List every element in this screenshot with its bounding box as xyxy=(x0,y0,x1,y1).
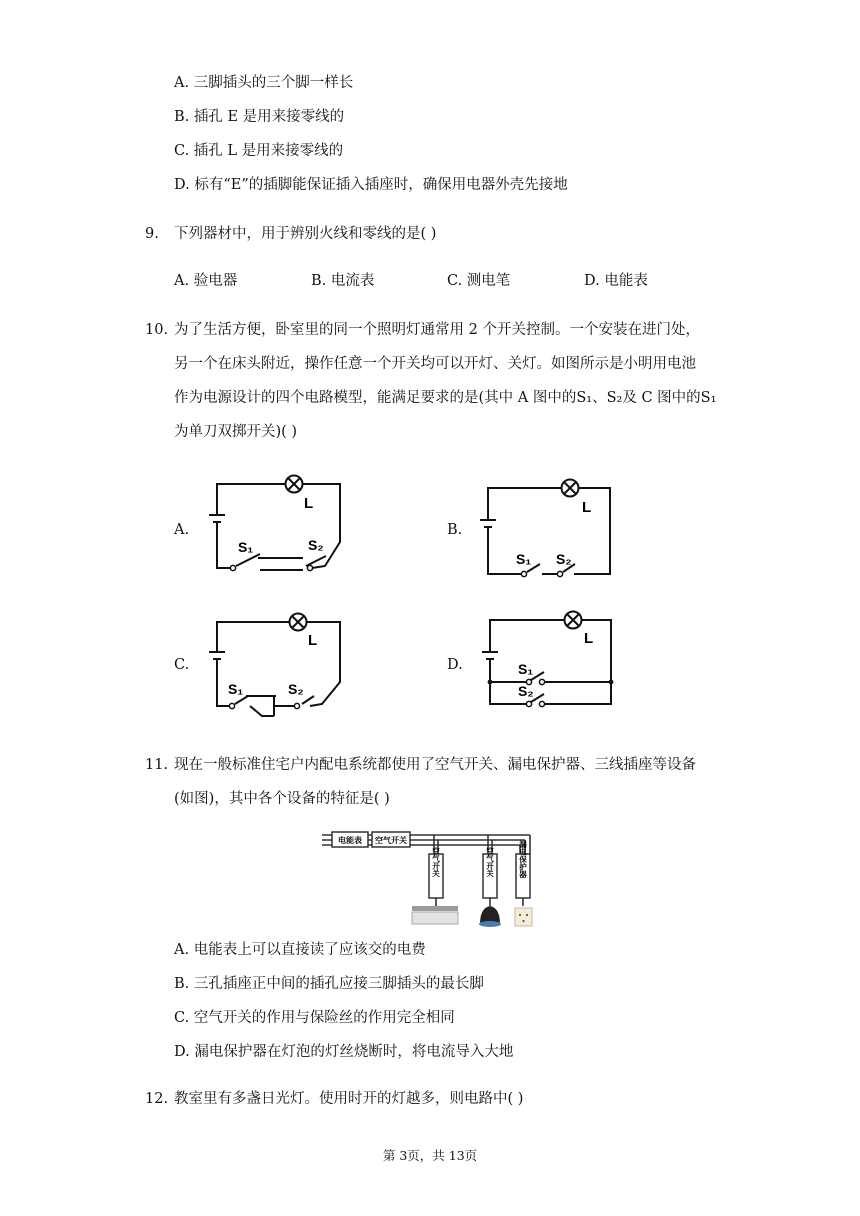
circuit-b-s1-label: S₁ xyxy=(516,551,532,567)
q8-option-c: C. 插孔 L 是用来接零线的 xyxy=(174,143,344,159)
q11-option-c: C. 空气开关的作用与保险丝的作用完全相同 xyxy=(174,1010,455,1026)
page-footer: 第 3页，共 13页 xyxy=(382,1148,478,1163)
circuit-a xyxy=(200,470,350,580)
circuit-c-s1-label: S₁ xyxy=(228,681,244,697)
q12-text: 教室里有多盏日光灯。使用时开的灯越多，则电路中( ) xyxy=(174,1091,524,1107)
meter-box-label: 电能表 xyxy=(338,836,362,845)
q10-option-a-label: A. xyxy=(174,522,190,538)
distribution-figure xyxy=(320,826,542,930)
main-switch-box-label: 空气开关 xyxy=(375,836,407,845)
circuit-a-lamp-label: L xyxy=(304,495,314,512)
circuit-b-s2-label: S₂ xyxy=(556,551,572,567)
q10-line-4: 为单刀双掷开关)( ) xyxy=(174,424,298,440)
circuit-d-s1-label: S₁ xyxy=(518,661,534,677)
branch1-label: 空气开关 xyxy=(431,847,441,877)
q10-line-1: 为了生活方便，卧室里的同一个照明灯通常用 2 个开关控制。一个安装在进门处， xyxy=(174,322,700,338)
circuit-c-lamp-label: L xyxy=(308,632,318,649)
q10-option-d-label: D. xyxy=(447,657,463,673)
circuit-d xyxy=(478,606,624,710)
circuit-b xyxy=(478,474,618,580)
q11-line-2: (如图)，其中各个设备的特征是( ) xyxy=(174,791,390,807)
q10-line-3: 作为电源设计的四个电路模型，能满足要求的是(其中 A 图中的S₁、S₂及 C 图中的S₁ xyxy=(174,390,717,406)
circuit-c-s2-label: S₂ xyxy=(288,681,304,697)
q10-number: 10. xyxy=(145,322,169,338)
q8-option-a: A. 三脚插头的三个脚一样长 xyxy=(174,75,354,91)
q10-option-b-label: B. xyxy=(447,522,463,538)
lamp-icon xyxy=(479,906,501,927)
socket-icon xyxy=(515,908,532,926)
q11-option-b: B. 三孔插座正中间的插孔应接三脚插头的最长脚 xyxy=(174,976,484,992)
q8-option-d: D. 标有“E”的插脚能保证插入插座时，确保用电器外壳先接地 xyxy=(174,177,568,193)
q10-option-c-label: C. xyxy=(174,657,190,673)
q9-option-c: C. 测电笔 xyxy=(447,273,511,289)
q9-number: 9. xyxy=(145,226,159,242)
branch3-label: 漏电保护器 xyxy=(518,840,528,878)
q11-line-1: 现在一般标准住宅户内配电系统都使用了空气开关、漏电保护器、三线插座等设备 xyxy=(174,757,696,773)
q11-number: 11. xyxy=(145,757,169,773)
q8-option-b: B. 插孔 E 是用来接零线的 xyxy=(174,109,345,125)
circuit-b-lamp-label: L xyxy=(582,499,592,516)
circuit-a-s1-label: S₁ xyxy=(238,539,254,555)
q11-option-a: A. 电能表上可以直接读了应该交的电费 xyxy=(174,942,426,958)
q9-option-d: D. 电能表 xyxy=(584,273,648,289)
q9-option-a: A. 验电器 xyxy=(174,273,238,289)
branch2-label: 空气开关 xyxy=(485,847,495,877)
circuit-d-s2-label: S₂ xyxy=(518,683,534,699)
q9-text: 下列器材中，用于辨别火线和零线的是( ) xyxy=(174,226,437,242)
circuit-a-s2-label: S₂ xyxy=(308,537,324,553)
circuit-d-lamp-label: L xyxy=(584,630,594,647)
q9-option-b: B. 电流表 xyxy=(311,273,375,289)
circuit-c xyxy=(200,608,350,720)
q11-option-d: D. 漏电保护器在灯泡的灯丝烧断时，将电流导入大地 xyxy=(174,1044,514,1060)
air-conditioner-icon xyxy=(412,906,458,924)
q12-number: 12. xyxy=(145,1091,169,1107)
q10-line-2: 另一个在床头附近，操作任意一个开关均可以开灯、关灯。如图所示是小明用电池 xyxy=(174,356,696,372)
